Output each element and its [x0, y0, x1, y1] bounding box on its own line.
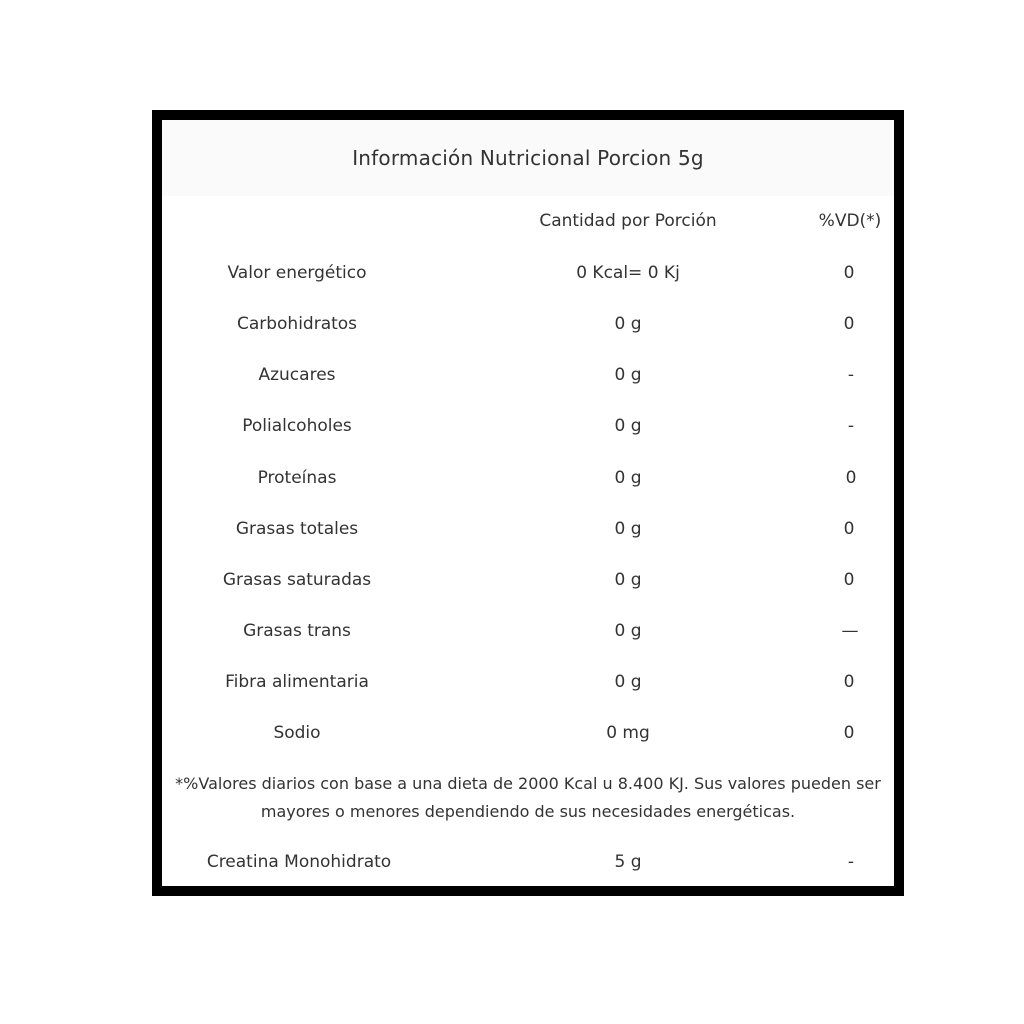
footnote-line-2: mayores o menores dependiendo de sus necesidades energéticas.	[260, 802, 796, 821]
row-amount: 5 g	[614, 852, 642, 872]
row-name: Valor energético	[227, 263, 367, 283]
row-dv: 0	[843, 263, 855, 283]
row-dv: 0	[843, 570, 855, 590]
title-band	[162, 120, 894, 196]
nutrition-facts-panel	[152, 110, 904, 896]
row-dv: -	[847, 365, 855, 385]
table-title: Información Nutricional Porcion 5g	[352, 146, 704, 170]
row-dv: 0	[843, 314, 855, 334]
footnote-line-1: *%Valores diarios con base a una dieta de 2000 Kcal u 8.400 KJ. Sus valores pueden ser	[175, 774, 881, 793]
row-amount: 0 g	[614, 672, 642, 692]
row-amount: 0 mg	[606, 723, 650, 743]
row-name: Proteínas	[257, 468, 337, 488]
row-amount: 0 g	[614, 468, 642, 488]
footnote	[162, 770, 894, 826]
row-name: Grasas trans	[243, 621, 351, 641]
row-name: Carbohidratos	[236, 314, 358, 334]
row-name: Fibra alimentaria	[225, 672, 369, 692]
row-amount: 0 g	[614, 621, 642, 641]
row-amount: 0 g	[614, 416, 642, 436]
row-amount: 0 g	[614, 519, 642, 539]
row-name: Sodio	[273, 723, 321, 743]
row-amount: 0 g	[614, 365, 642, 385]
header-amount: Cantidad por Porción	[539, 211, 717, 231]
header-dv: %VD(*)	[818, 211, 882, 231]
row-amount: 0 g	[614, 570, 642, 590]
row-dv: 0	[845, 468, 857, 488]
row-name: Grasas totales	[235, 519, 359, 539]
row-dv: -	[847, 852, 855, 872]
row-amount: 0 g	[614, 314, 642, 334]
row-name: Azucares	[258, 365, 336, 385]
row-name: Polialcoholes	[242, 416, 352, 436]
row-dv: —	[841, 621, 859, 641]
row-name: Creatina Monohidrato	[206, 852, 392, 872]
row-dv: -	[847, 416, 855, 436]
row-amount: 0 Kcal= 0 Kj	[576, 263, 680, 283]
row-dv: 0	[843, 519, 855, 539]
row-dv: 0	[843, 672, 855, 692]
row-dv: 0	[843, 723, 855, 743]
row-name: Grasas saturadas	[222, 570, 372, 590]
